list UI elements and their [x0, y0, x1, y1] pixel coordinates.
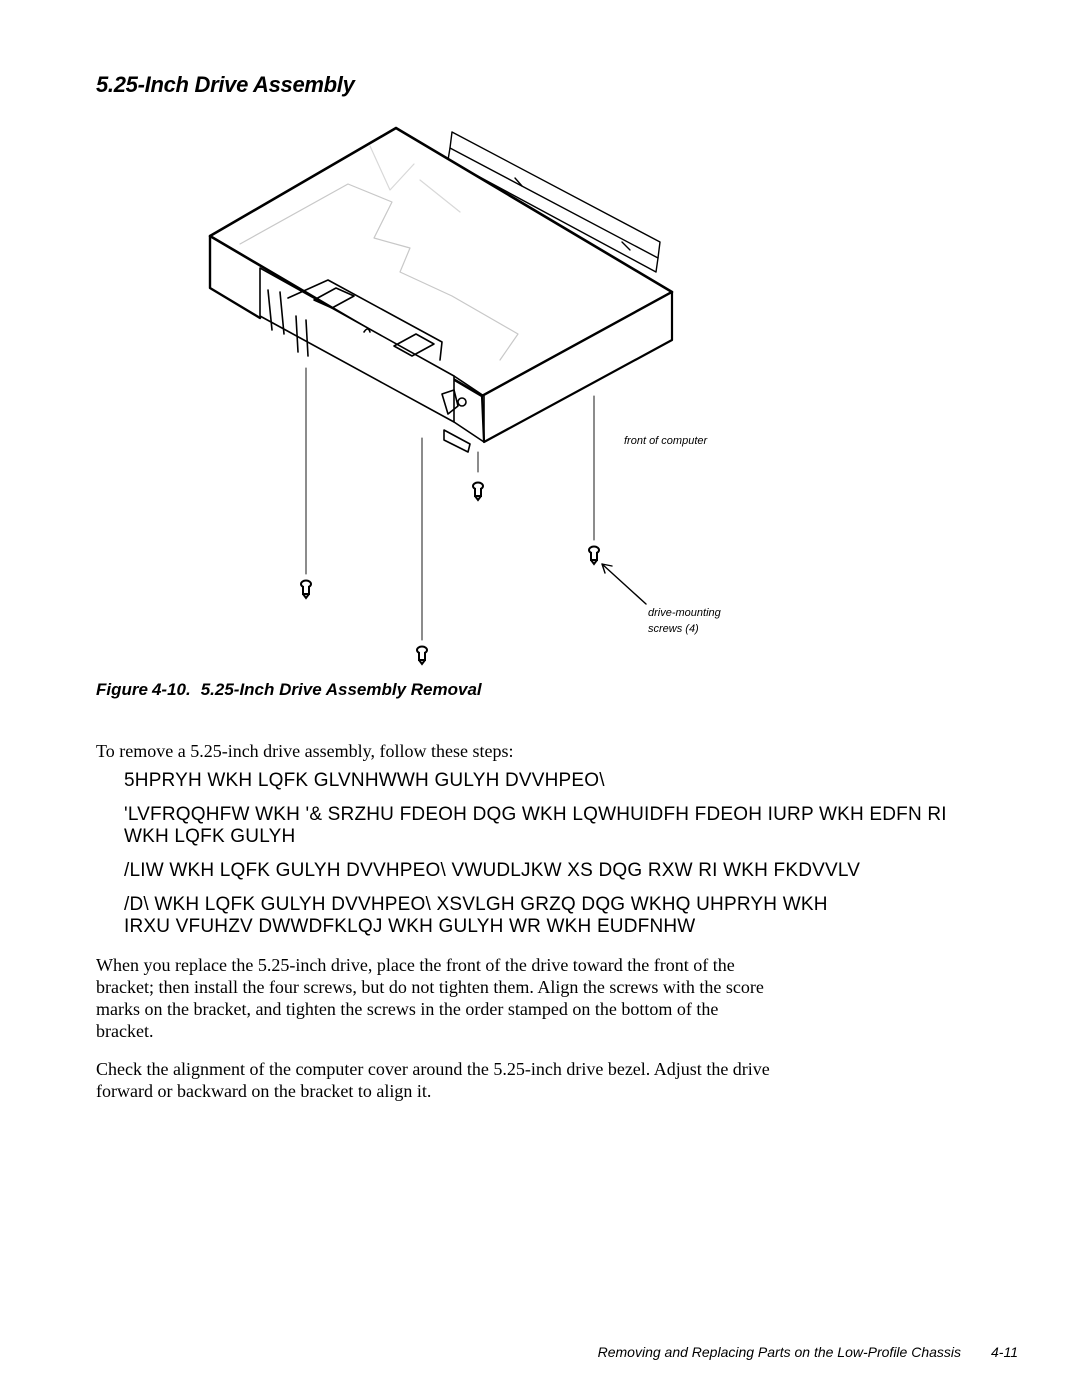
footer-title: Removing and Replacing Parts on the Low-Profile Chassis — [597, 1344, 962, 1360]
label-screws-line2: screws (4) — [648, 623, 699, 635]
caption-title: 5.25-Inch Drive Assembly Removal — [200, 680, 482, 699]
step-line: 5HPRYH WKH LQFK GLVNHWWH GULYH DVVHPEO\ — [124, 770, 605, 791]
label-front-of-computer: front of computer — [624, 435, 708, 447]
page-number: 4-11 — [991, 1344, 1018, 1360]
intro-paragraph: To remove a 5.25-inch drive assembly, follow these steps: — [96, 741, 514, 761]
section-heading: 5.25-Inch Drive Assembly — [96, 72, 355, 97]
figure-caption — [96, 680, 482, 700]
step-line: /LIW WKH LQFK GULYH DVVHPEO\ VWUDLJKW XS DQG RXW RI WKH FKDVVLV — [124, 860, 861, 881]
removal-steps — [124, 770, 1044, 950]
step-item — [124, 804, 1044, 848]
drive-mounting-screw — [417, 647, 427, 665]
page-footer — [598, 1344, 1018, 1360]
drive-assembly-illustration — [200, 120, 760, 680]
caption-number: 4-10. — [151, 680, 191, 699]
pointer-arrow — [602, 564, 646, 604]
drive-assembly-figure — [200, 120, 760, 680]
step-line: IRXU VFUHZV DWWDFKLQJ WKH GULYH WR WKH EUDFNHW — [124, 916, 696, 937]
check-alignment-paragraph: Check the alignment of the computer cover around the 5.25-inch drive bezel. Adjust the drive forward or backward on the bracket to align it. — [96, 1059, 770, 1101]
drive-mounting-screw — [301, 581, 311, 599]
drive-mounting-screw — [589, 547, 599, 565]
step-line: 'LVFRQQHFW WKH '& SRZHU FDEOH DQG WKH LQWHUIDFH FDEOH IURP WKH EDFN RI — [124, 804, 947, 825]
step-item — [124, 860, 1044, 882]
label-screws-line1: drive-mounting — [648, 607, 721, 619]
step-line: WKH LQFK GULYH — [124, 826, 296, 847]
replace-paragraph: When you replace the 5.25-inch drive, place the front of the drive toward the front of the bracket; then install the four screws, but do not tighten them. Align the screws with the score marks on the bracket, and tighten the screws in the order stamped on the bottom of the bracket. — [96, 955, 764, 1041]
step-line: /D\ WKH LQFK GULYH DVVHPEO\ XSVLGH GRZQ DQG WKHQ UHPRYH WKH — [124, 894, 828, 915]
drive-mounting-screw — [473, 483, 483, 501]
step-item — [124, 770, 1044, 792]
caption-prefix: Figure — [96, 680, 148, 699]
step-item — [124, 894, 1044, 938]
